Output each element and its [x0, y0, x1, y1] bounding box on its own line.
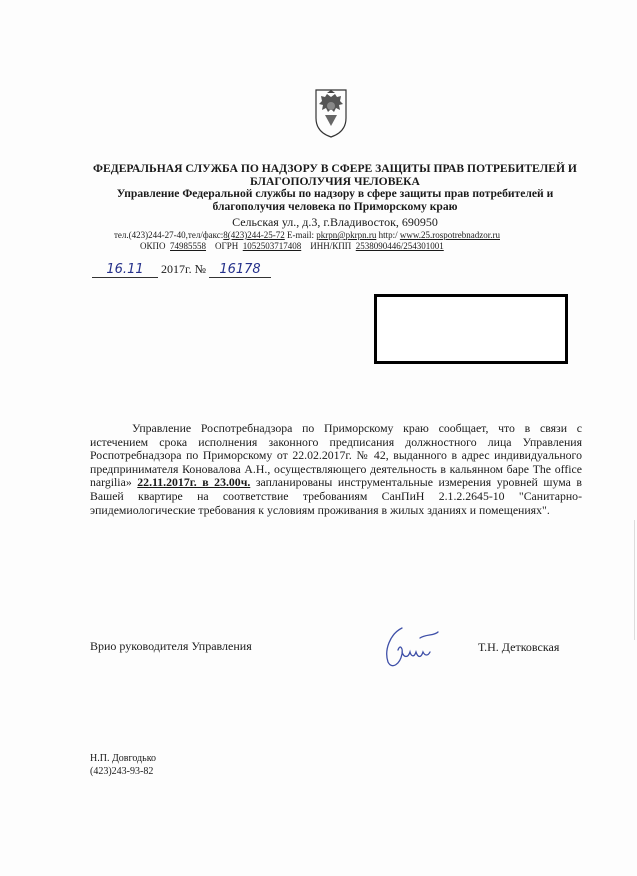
organization-title [70, 162, 600, 188]
handwritten-signature [380, 624, 442, 672]
contact-line [114, 230, 500, 241]
web-label: http:/ [376, 230, 400, 240]
website-link[interactable]: www.25.rospotrebnadzor.ru [399, 230, 500, 240]
body-text-before: Управление Роспотребнадзора по Приморскому краю сообщает, что в связи с истечением срока исполнения законного предписания должностного лица Управления Роспотребнадзора по Приморскому от 22.02.2017г. № 42, выданного в адрес индивидуального предпринимателя Коновалова А.Н., осуществляющего деятельность в кальянном баре The office nargilia» [90, 421, 582, 490]
outgoing-registration [92, 262, 271, 278]
org-title-line-2: БЛАГОПОЛУЧИЯ ЧЕЛОВЕКА [250, 175, 420, 188]
executor-phone: (423)243-93-82 [90, 766, 154, 777]
letter-body [90, 422, 582, 517]
fax-number: 8(423)244-25-72 [223, 230, 285, 240]
inn-label: ИНН/КПП [310, 241, 352, 251]
ogrn-value: 1052503717408 [242, 241, 302, 251]
scan-edge-divider [634, 520, 635, 640]
year-and-number-label: 2017г. № [161, 262, 207, 276]
email-link[interactable]: pkrpn@pkrpn.ru [316, 230, 377, 240]
executor-info [90, 752, 156, 778]
postal-address: Сельская ул., д.3, г.Владивосток, 690950 [232, 215, 438, 229]
handwritten-date: 16.11 [92, 262, 158, 278]
signatory-title: Врио руководителя Управления [90, 639, 252, 653]
dept-line-2: благополучия человека по Приморскому краю [212, 200, 458, 213]
handwritten-number: 16178 [209, 262, 271, 278]
ogrn-label: ОГРН [215, 241, 239, 251]
body-text-after: запланированы инструментальные измерения уровней шума в Вашей квартире на соответствие требованиям СанПиН 2.1.2.2645-10 "Санитарно- эпидемиологические требования к условиям проживания в жилых зданиях и помещениях". [90, 475, 582, 517]
signatory-name: Т.Н. Детковская [478, 640, 560, 654]
dept-line-1: Управление Федеральной службы по надзору в сфере защиты прав потребителей и [116, 187, 554, 200]
email-label: E-mail: [284, 230, 317, 240]
registration-codes [140, 241, 444, 252]
russian-coat-of-arms-icon [313, 88, 349, 138]
org-title-line-1: ФЕДЕРАЛЬНАЯ СЛУЖБА ПО НАДЗОРУ В СФЕРЕ ЗАЩИТЫ ПРАВ ПОТРЕБИТЕЛЕЙ И [93, 162, 577, 175]
department-title [70, 187, 600, 213]
okpo-value: 74985558 [170, 241, 207, 251]
executor-name: Н.П. Довгодько [90, 753, 157, 764]
okpo-label: ОКПО [140, 241, 166, 251]
inn-value: 2538090446/254301001 [355, 241, 444, 251]
inspection-datetime: 22.11.2017г. в 23.00ч. [137, 475, 251, 490]
redacted-addressee-box [374, 294, 568, 364]
phone-text: тел.(423)244-27-40,тел/факс: [114, 230, 224, 240]
